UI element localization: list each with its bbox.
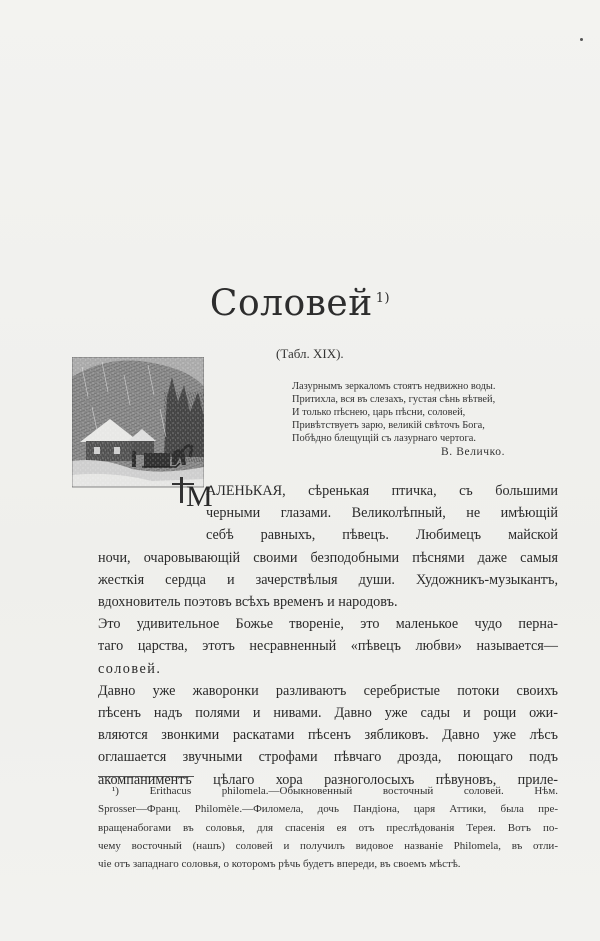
text-line: жесткія сердца и зачерствѣлыя души. Художникъ-музыкантъ, xyxy=(98,571,558,588)
drop-cap: М xyxy=(186,480,213,513)
main-text xyxy=(98,480,558,791)
text-line: себѣ равныхъ, пѣвецъ. Любимецъ майской xyxy=(206,527,558,544)
epigraph-author: В. Величко. xyxy=(441,446,506,458)
text-line: вдохновитель поэтовъ всѣхъ временъ и народовъ. xyxy=(98,594,398,611)
epigraph-line: Притихла, вся въ слезахъ, густая сѣнь вѣтвей, xyxy=(292,394,496,405)
epigraph-line: И только пѣснею, царь пѣсни, соловей, xyxy=(292,407,466,418)
text-line: ночи, очаровывающій своими безподобными пѣснями даже самыя xyxy=(98,549,558,566)
text-line: Давно уже жаворонки разливаютъ серебристые потоки своихъ xyxy=(98,682,558,699)
text-line: пѣсенъ надъ полями и нивами. Давно уже сады и рощи ожи- xyxy=(98,705,558,722)
page-speck xyxy=(580,38,583,41)
text-line: вляются звонкими раскатами пѣсенъ зябликовъ. Давно уже лѣсъ xyxy=(98,727,558,744)
footnote-line: Sprosser—Франц. Philomèle.—Филомела, дочь Пандіона, царя Аттики, была пре- xyxy=(98,803,558,816)
text-line: акомпаниментъ цѣлаго хора разноголосыхъ пѣвуновъ, приле- xyxy=(98,771,558,788)
footnote-divider xyxy=(98,776,194,777)
text-line: соловей. xyxy=(98,660,162,677)
footnote-line: чему восточный (нашъ) соловей и получилъ видовое названіе Philomela, въ отли- xyxy=(98,839,558,852)
epigraph-line: Побѣдно блещущій съ лазурнаго чертога. xyxy=(292,433,476,444)
footnote-line: вращенабогами въ соловья, для спасенія ея отъ преслѣдованія Терея. Вотъ по- xyxy=(98,821,558,834)
title-footnote-marker: 1) xyxy=(375,291,391,306)
text-line: Это удивительное Божье твореніе, это маленькое чудо перна- xyxy=(98,616,558,633)
epigraph-line: Привѣтствуетъ зарю, великій свѣточъ Бога, xyxy=(292,420,485,431)
text-line: оглашается звучными строфами пѣвчаго дрозда, поющаго подъ xyxy=(98,749,558,766)
epigraph-line: Лазурнымъ зеркаломъ стоятъ недвижно воды. xyxy=(292,381,496,392)
footnote-line: чіе отъ западнаго соловья, о которомъ рѣчь будетъ впереди, въ своемъ мѣстѣ. xyxy=(98,858,461,871)
footnote-line: ¹) Erithacus philomela.—Обыкновенный восточный соловей. Нѣм. xyxy=(112,785,558,797)
text-line: таго царства, этотъ несравненный «пѣвецъ любви» называется— xyxy=(98,638,558,655)
text-line: АЛЕНЬКАЯ, сѣренькая птичка, съ большими xyxy=(206,483,558,499)
plate-reference: (Табл. XIX). xyxy=(276,346,344,361)
chapter-title-text: Соловей xyxy=(209,283,373,324)
text-line: черными глазами. Великолѣпный, не имѣющій xyxy=(206,505,558,522)
epigraph-poem xyxy=(292,380,542,445)
chapter-title xyxy=(0,283,600,324)
footnote xyxy=(98,782,558,873)
